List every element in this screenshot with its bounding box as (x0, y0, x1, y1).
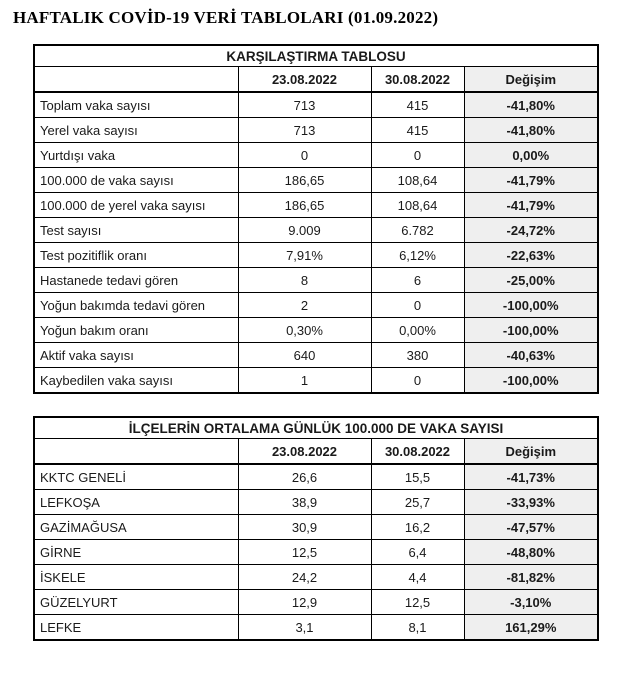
header-date-column: 30.08.2022 (371, 439, 464, 465)
value-change: -41,80% (464, 92, 598, 118)
row-label: 100.000 de yerel vaka sayısı (34, 193, 238, 218)
value-change: -24,72% (464, 218, 598, 243)
table-title-row (34, 45, 598, 67)
value-change: -41,73% (464, 464, 598, 490)
value-week1: 713 (238, 118, 371, 143)
value-week2: 415 (371, 118, 464, 143)
value-week1: 2 (238, 293, 371, 318)
table-title: İLÇELERİN ORTALAMA GÜNLÜK 100.000 DE VAKA SAYISI (34, 417, 598, 439)
document-page (0, 8, 623, 641)
table-row (34, 318, 598, 343)
header-change-column: Değişim (464, 439, 598, 465)
value-week2: 0 (371, 143, 464, 168)
header-date-column: 30.08.2022 (371, 67, 464, 93)
header-date-column: 23.08.2022 (238, 439, 371, 465)
value-week1: 9.009 (238, 218, 371, 243)
value-change: -81,82% (464, 565, 598, 590)
value-week1: 12,9 (238, 590, 371, 615)
value-week2: 6,12% (371, 243, 464, 268)
row-label: KKTC GENELİ (34, 464, 238, 490)
table-row (34, 368, 598, 394)
value-week2: 0 (371, 293, 464, 318)
table-row (34, 92, 598, 118)
row-label: Yoğun bakım oranı (34, 318, 238, 343)
value-change: -3,10% (464, 590, 598, 615)
value-change: -25,00% (464, 268, 598, 293)
value-change: -40,63% (464, 343, 598, 368)
value-week1: 38,9 (238, 490, 371, 515)
row-label: Test pozitiflik oranı (34, 243, 238, 268)
row-label: İSKELE (34, 565, 238, 590)
row-label: LEFKOŞA (34, 490, 238, 515)
value-change: -22,63% (464, 243, 598, 268)
table-row (34, 193, 598, 218)
value-week2: 0,00% (371, 318, 464, 343)
value-week1: 26,6 (238, 464, 371, 490)
value-week2: 25,7 (371, 490, 464, 515)
value-week2: 0 (371, 368, 464, 394)
row-label: Yerel vaka sayısı (34, 118, 238, 143)
row-label: GİRNE (34, 540, 238, 565)
table-title-row (34, 417, 598, 439)
table-row (34, 565, 598, 590)
row-label: Aktif vaka sayısı (34, 343, 238, 368)
header-empty-cell (34, 67, 238, 93)
table-row (34, 268, 598, 293)
value-change: 161,29% (464, 615, 598, 641)
value-week2: 6 (371, 268, 464, 293)
value-week2: 4,4 (371, 565, 464, 590)
value-change: -41,80% (464, 118, 598, 143)
row-label: Kaybedilen vaka sayısı (34, 368, 238, 394)
value-week1: 7,91% (238, 243, 371, 268)
value-change: -41,79% (464, 168, 598, 193)
header-empty-cell (34, 439, 238, 465)
table-row (34, 343, 598, 368)
value-change: -33,93% (464, 490, 598, 515)
value-week2: 415 (371, 92, 464, 118)
value-change: -41,79% (464, 193, 598, 218)
value-week1: 3,1 (238, 615, 371, 641)
value-week1: 30,9 (238, 515, 371, 540)
value-week1: 186,65 (238, 168, 371, 193)
table-row (34, 168, 598, 193)
value-week1: 24,2 (238, 565, 371, 590)
value-week1: 1 (238, 368, 371, 394)
table-row (34, 243, 598, 268)
table-row (34, 118, 598, 143)
value-week2: 6.782 (371, 218, 464, 243)
table-row (34, 490, 598, 515)
value-change: -100,00% (464, 293, 598, 318)
districts-table (33, 416, 599, 641)
table-row (34, 515, 598, 540)
value-week2: 108,64 (371, 193, 464, 218)
table-header-row (34, 439, 598, 465)
value-week2: 6,4 (371, 540, 464, 565)
value-week2: 15,5 (371, 464, 464, 490)
value-week2: 108,64 (371, 168, 464, 193)
value-week2: 380 (371, 343, 464, 368)
table-row (34, 218, 598, 243)
value-week1: 0,30% (238, 318, 371, 343)
comparison-table (33, 44, 599, 394)
table-row (34, 143, 598, 168)
row-label: Yoğun bakımda tedavi gören (34, 293, 238, 318)
value-week1: 0 (238, 143, 371, 168)
value-week1: 713 (238, 92, 371, 118)
table-row (34, 464, 598, 490)
value-week2: 16,2 (371, 515, 464, 540)
row-label: GAZİMAĞUSA (34, 515, 238, 540)
table-header-row (34, 67, 598, 93)
header-change-column: Değişim (464, 67, 598, 93)
header-date-column: 23.08.2022 (238, 67, 371, 93)
value-change: -100,00% (464, 368, 598, 394)
value-week1: 8 (238, 268, 371, 293)
value-week1: 12,5 (238, 540, 371, 565)
row-label: LEFKE (34, 615, 238, 641)
value-week2: 12,5 (371, 590, 464, 615)
value-change: -47,57% (464, 515, 598, 540)
table-title: KARŞILAŞTIRMA TABLOSU (34, 45, 598, 67)
value-week1: 640 (238, 343, 371, 368)
table-row (34, 540, 598, 565)
value-change: -100,00% (464, 318, 598, 343)
row-label: Hastanede tedavi gören (34, 268, 238, 293)
row-label: GÜZELYURT (34, 590, 238, 615)
row-label: Test sayısı (34, 218, 238, 243)
page-title: HAFTALIK COVİD-19 VERİ TABLOLARI (01.09.2022) (13, 8, 439, 27)
table-row (34, 615, 598, 641)
value-change: -48,80% (464, 540, 598, 565)
table-row (34, 293, 598, 318)
value-week2: 8,1 (371, 615, 464, 641)
value-change: 0,00% (464, 143, 598, 168)
row-label: Yurtdışı vaka (34, 143, 238, 168)
value-week1: 186,65 (238, 193, 371, 218)
row-label: Toplam vaka sayısı (34, 92, 238, 118)
row-label: 100.000 de vaka sayısı (34, 168, 238, 193)
table-row (34, 590, 598, 615)
